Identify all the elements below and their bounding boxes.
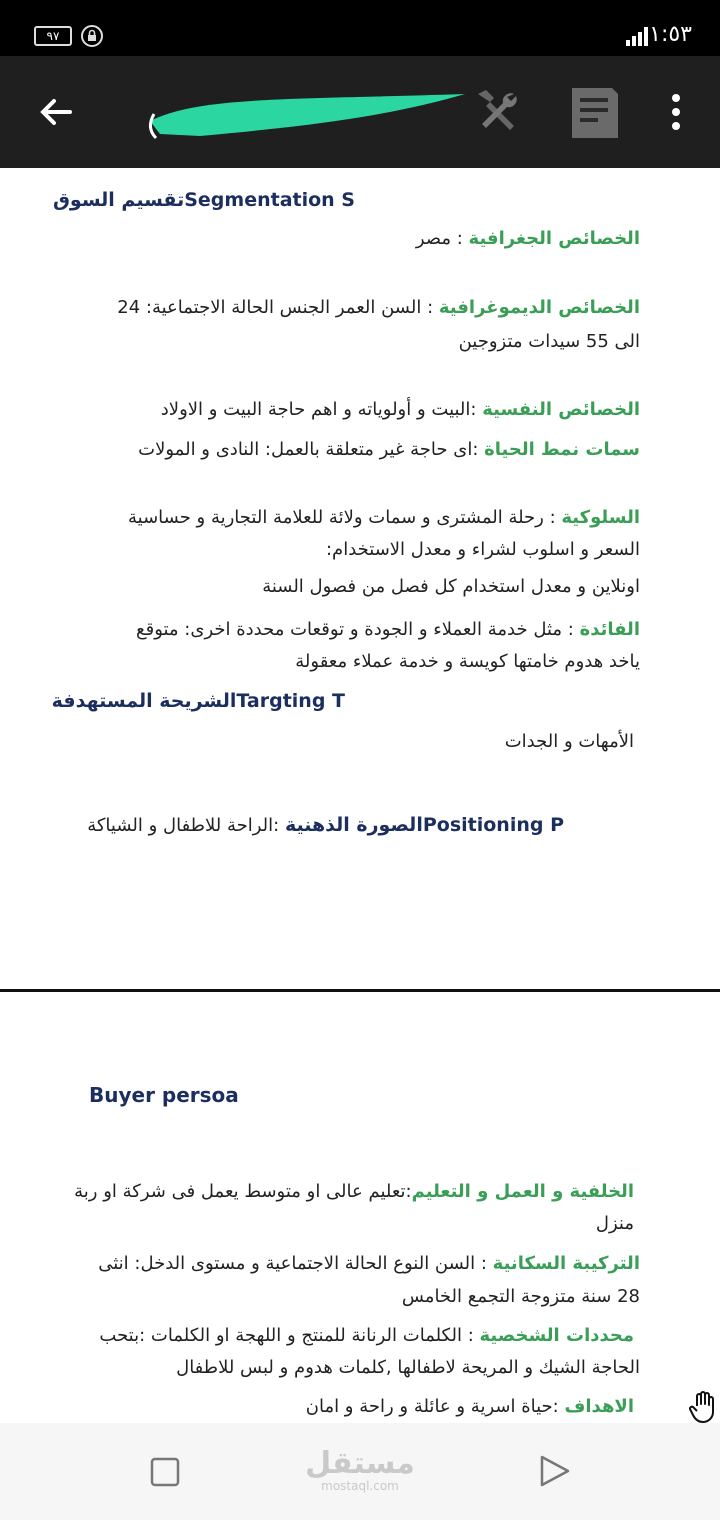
hand-cursor-icon[interactable] [688,1390,718,1423]
psy-line [161,394,640,426]
status-bar [0,0,720,56]
pop-line-2: 28 سنة متزوجة التجمع الخامس [401,1286,640,1307]
battery-indicator: ٩٧ [34,26,72,46]
goals-label: الاهداف [564,1396,634,1417]
document-icon[interactable] [570,82,620,144]
id-text-1: : الكلمات الرنانة للمنتج و اللهجة او الكلمات :بتحب [99,1325,480,1346]
demo-line-1 [117,292,640,324]
pop-text-1: : السن النوع الحالة الاجتماعية و مستوى الدخل: انثى [98,1253,493,1274]
signal-icon [626,26,650,50]
targeting-heading: Targting Tالشريحة المستهدفة [51,690,345,712]
benefit-line-1 [136,614,640,646]
segmentation-heading: Segmentation Sتقسيم السوق [52,189,355,211]
demo-text-1: : السن العمر الجنس الحالة الاجتماعية: 24 [117,297,439,318]
app-bar [0,56,720,168]
page-divider [0,989,720,992]
bg-text-1: :تعليم عالى او متوسط يعمل فى شركة او ربة [74,1181,412,1202]
bg-line-1 [74,1176,634,1208]
goals-text: :حياة اسرية و عائلة و راحة و امان [305,1396,565,1417]
watermark-text: مستقل [305,1446,415,1481]
demo-label: الخصائص الديموغرافية [438,297,640,318]
navigation-bar [0,1423,720,1520]
benefit-text-1: : مثل خدمة العملاء و الجودة و توقعات محددة اخرى: متوقع [136,619,580,640]
positioning-text: :الراحة للاطفال و الشياكة [87,815,285,836]
positioning-heading: Positioning Pالصورة الذهنية [284,814,564,836]
bg-line-2: منزل [595,1213,634,1234]
benefit-label: الفائدة [579,619,640,640]
pop-label: التركيبة السكانية [492,1253,640,1274]
goals-line [306,1391,634,1423]
positioning-line [87,810,564,842]
id-line-2: الحاجة الشيك و المريحة لاطفالها ,كلمات هدوم و لبس للاطفال [176,1357,640,1378]
pop-line-1 [98,1248,640,1280]
life-text: :اى حاجة غير متعلقة بالعمل: النادى و المولات [138,439,485,460]
back-arrow-icon[interactable] [36,92,76,136]
geo-line [416,223,640,255]
behav-line-1 [128,502,640,534]
lock-icon [80,24,104,52]
watermark [300,1446,420,1493]
recent-apps-icon[interactable] [150,1457,180,1491]
demo-line-2: الى 55 سيدات متزوجين [458,331,640,352]
bg-label: الخلفية و العمل و التعليم [411,1181,634,1202]
psy-text: :البيت و أولوياته و اهم حاجة البيت و الاولاد [160,399,483,420]
back-triangle-icon[interactable] [536,1453,572,1493]
geo-label: الخصائص الجغرافية [468,228,640,249]
tools-icon[interactable] [470,84,524,142]
target-line: الأمهات و الجدات [504,731,634,752]
behav-line-3: اونلاين و معدل استخدام كل فصل من فصول السنة [262,576,640,597]
buyer-persona-title: Buyer persoa [89,1083,239,1107]
life-line [138,434,640,466]
more-options-icon[interactable] [666,92,686,136]
psy-label: الخصائص النفسية [482,399,640,420]
watermark-sub: mostaql.com [321,1479,399,1493]
document-content [0,168,720,1423]
redacted-title-mark [140,86,480,150]
id-line-1 [99,1320,634,1352]
life-label: سمات نمط الحياة [484,439,640,460]
geo-text: : مصر [415,228,469,249]
id-label: محددات الشخصية [479,1325,634,1346]
behav-line-2: السعر و اسلوب لشراء و معدل الاستخدام: [325,539,640,560]
benefit-line-2: ياخد هدوم خامتها كويسة و خدمة عملاء معقولة [295,651,640,672]
behav-text-1: : رحلة المشترى و سمات ولائة للعلامة التجارية و حساسية [127,507,562,528]
behav-label: السلوكية [561,507,640,528]
clock: ١:٥٣ [649,22,692,47]
